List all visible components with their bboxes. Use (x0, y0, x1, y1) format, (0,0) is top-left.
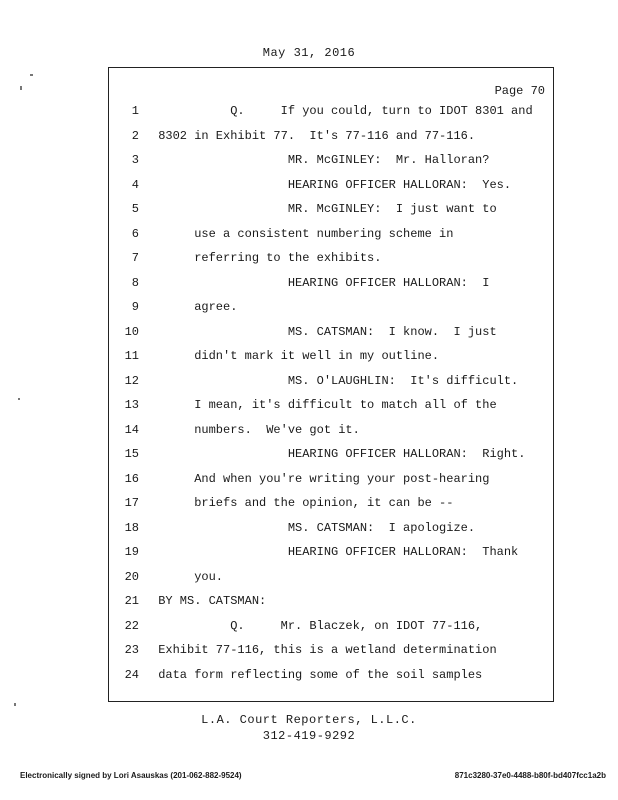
transcript-line (109, 325, 553, 349)
scan-speck (30, 74, 33, 76)
transcript-line (109, 472, 553, 496)
transcript-line (109, 594, 553, 618)
transcript-line (109, 545, 553, 569)
transcript-line (109, 276, 553, 300)
line-text: MR. McGINLEY: Mr. Halloran? (151, 153, 490, 167)
line-number: 21 (124, 594, 139, 608)
line-text: HEARING OFFICER HALLORAN: Thank (151, 545, 519, 559)
line-text: I mean, it's difficult to match all of the (151, 398, 497, 412)
electronic-signature: Electronically signed by Lori Asauskas (201-062-882-9524) (20, 771, 242, 780)
scan-speck (18, 398, 20, 400)
line-number: 17 (124, 496, 139, 510)
line-number: 11 (124, 349, 139, 363)
line-text: HEARING OFFICER HALLORAN: Right. (151, 447, 526, 461)
transcript-line (109, 227, 553, 251)
transcript-line (109, 398, 553, 422)
scan-speck (20, 86, 22, 90)
line-text: numbers. We've got it. (151, 422, 360, 437)
transcript-page (108, 67, 554, 702)
line-number: 9 (131, 300, 139, 314)
line-text: BY MS. CATSMAN: (151, 594, 267, 608)
line-text: MS. CATSMAN: I apologize. (151, 520, 476, 535)
line-number: 10 (124, 324, 139, 339)
line-number: 2 (131, 128, 139, 143)
line-number: 16 (124, 471, 139, 486)
line-number: 15 (124, 447, 139, 461)
line-text: referring to the exhibits. (151, 251, 382, 265)
page-number: Page 70 (494, 84, 545, 98)
line-text: Exhibit 77-116, this is a wetland determination (151, 643, 497, 657)
transcript-date: May 31, 2016 (262, 46, 356, 60)
line-number: 13 (124, 398, 139, 412)
transcript-line (109, 129, 553, 153)
transcript-line (109, 349, 553, 373)
transcript-line (109, 570, 553, 594)
line-number: 19 (124, 545, 139, 559)
transcript-line (109, 496, 553, 520)
line-text: MR. McGINLEY: I just want to (151, 202, 497, 216)
transcript-line (109, 668, 553, 692)
line-number: 22 (124, 618, 139, 633)
transcript-line (109, 202, 553, 226)
line-text: And when you're writing your post-hearing (151, 471, 490, 486)
transcript-line (109, 643, 553, 667)
court-reporter-phone: 312-419-9292 (262, 729, 356, 743)
line-text: briefs and the opinion, it can be -- (151, 496, 454, 510)
line-text: didn't mark it well in my outline. (151, 349, 440, 363)
transcript-line (109, 521, 553, 545)
line-number: 18 (124, 520, 139, 535)
line-number: 4 (131, 177, 139, 192)
line-text: you. (151, 569, 224, 584)
transcript-line (109, 423, 553, 447)
line-number: 5 (131, 202, 139, 216)
transcript-line (109, 374, 553, 398)
court-reporter-name: L.A. Court Reporters, L.L.C. (201, 713, 417, 727)
line-text: 8302 in Exhibit 77. It's 77-116 and 77-116. (151, 128, 476, 143)
line-number: 8 (131, 275, 139, 290)
transcript-line (109, 619, 553, 643)
line-text: MS. CATSMAN: I know. I just (151, 324, 497, 339)
transcript-line (109, 104, 553, 128)
line-number: 6 (131, 226, 139, 241)
transcript-line (109, 153, 553, 177)
line-number: 23 (124, 643, 139, 657)
transcript-line (109, 251, 553, 275)
scan-speck (14, 703, 16, 706)
line-text: HEARING OFFICER HALLORAN: I (151, 275, 490, 290)
line-text: data form reflecting some of the soil samples (151, 667, 483, 682)
line-number: 7 (131, 251, 139, 265)
line-text: MS. O'LAUGHLIN: It's difficult. (151, 373, 519, 388)
line-number: 14 (124, 422, 139, 437)
line-text: agree. (151, 300, 238, 314)
transcript-line (109, 300, 553, 324)
line-number: 12 (124, 373, 139, 388)
line-text: Q. If you could, turn to IDOT 8301 and (151, 104, 533, 118)
line-number: 1 (131, 104, 139, 118)
transcript-line (109, 447, 553, 471)
line-text: HEARING OFFICER HALLORAN: Yes. (151, 177, 512, 192)
line-number: 20 (124, 569, 139, 584)
line-text: use a consistent numbering scheme in (151, 226, 454, 241)
line-text: Q. Mr. Blaczek, on IDOT 77-116, (151, 618, 483, 633)
document-id: 871c3280-37e0-4488-b80f-bd407fcc1a2b (454, 771, 606, 780)
transcript-line (109, 178, 553, 202)
line-number: 3 (131, 153, 139, 167)
line-number: 24 (124, 667, 139, 682)
